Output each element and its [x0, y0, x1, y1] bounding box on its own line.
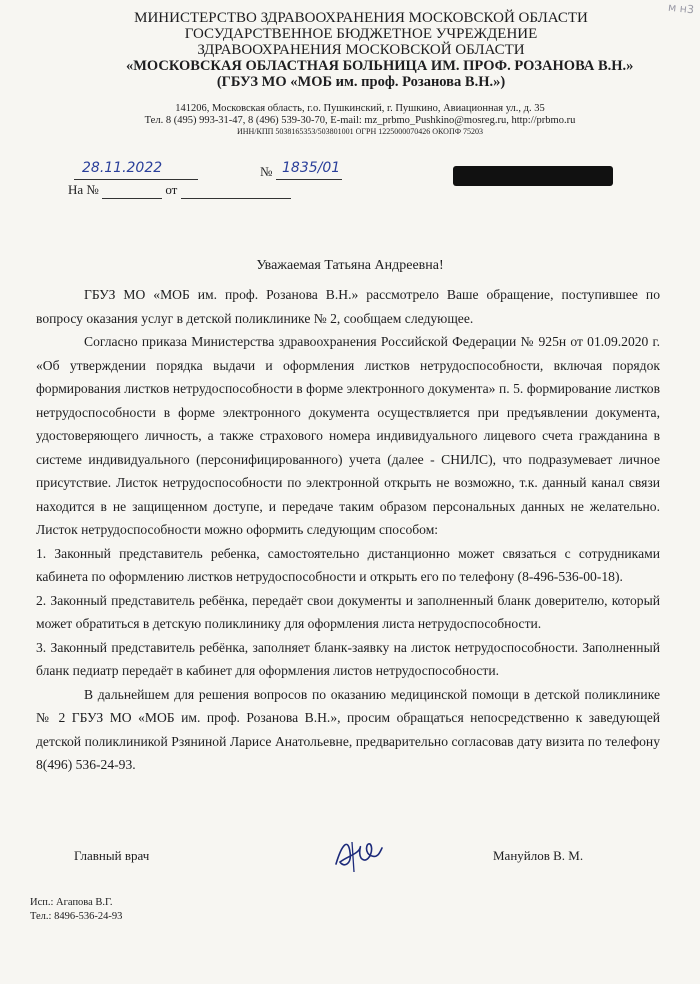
number-underline — [276, 179, 342, 180]
letter-body — [36, 283, 660, 777]
greeting: Уважаемая Татьяна Андреевна! — [256, 258, 444, 273]
letterhead-line: МИНИСТЕРСТВО ЗДРАВООХРАНЕНИЯ МОСКОВСКОЙ ОБЛАСТИ — [134, 10, 588, 26]
reference-row — [68, 182, 291, 199]
list-item: 1. Законный представитель ребенка, самостоятельно дистанционно может связаться с сотрудниками кабинета по оформлению листков нетрудоспособности и открыть его по телефону (8-496-536-00-18). — [36, 545, 660, 584]
list-item: 2. Законный представитель ребёнка, передаёт свои документы и заполненный бланк доверителю, который может обратиться в детскую поликлинику для оформления листа нетрудоспособности. — [36, 592, 660, 631]
executor-name: Исп.: Агапова В.Г. — [30, 897, 113, 908]
letterhead-line: ГОСУДАРСТВЕННОЕ БЮДЖЕТНОЕ УЧРЕЖДЕНИЕ — [184, 26, 538, 42]
signatory-name: Мануйлов В. М. — [493, 848, 584, 863]
paragraph: Согласно приказа Министерства здравоохранения Российской Федерации № 925н от 01.09.2020 г. «Об утверждении порядка выдачи и оформления листков нетрудоспособности, включая порядок формирования листков нетрудоспособности в форме электронного документа» п. 5. формирование листков нетрудоспособности в форме электронного документа осуществляется при предъявлении документа, удостоверяющего личность, а также страхового номера индивидуального лицевого счета гражданина в системе индивидуального (персонифицированного) учета (далее - СНИЛС), что подразумевает личное присутствие. Листок нетрудоспособности по электронной открыть не возможно, т.к. данный канал связи находится в не защищенном доступе, и передаче таким образом персональных данных не желательно. Листок нетрудоспособности можно оформить следующим способом: — [36, 334, 660, 537]
ref-date-blank — [181, 182, 291, 199]
signatory-title: Главный врач — [74, 848, 150, 863]
letterhead-line: ЗДРАВООХРАНЕНИЯ МОСКОВСКОЙ ОБЛАСТИ — [197, 42, 525, 58]
paragraph: В дальнейшем для решения вопросов по оказанию медицинской помощи в детской поликлинике № 2 ГБУЗ МО «МОБ им. проф. Розанова В.Н.», просим обращаться непосредственно к заведующей детской поликлиникой Рзяниной Ларисе Анатольевне, предварительно согласовав дату визита по телефону 8(496) 536-24-93. — [36, 686, 660, 772]
letterhead-org-name: «МОСКОВСКАЯ ОБЛАСТНАЯ БОЛЬНИЦА ИМ. ПРОФ. РОЗАНОВА В.Н.» — [126, 58, 634, 74]
corner-handwritten-mark: м н3 — [667, 0, 695, 17]
requisites-line: ИНН/КПП 5038165353/503801001 ОГРН 1225000070426 ОКОПФ 75203 — [236, 127, 484, 136]
redacted-recipient — [453, 166, 613, 186]
letterhead-org-short: (ГБУЗ МО «МОБ им. проф. Розанова В.Н.») — [216, 74, 506, 90]
address-block — [110, 103, 610, 137]
contacts-line: Тел. 8 (495) 993-31-47, 8 (496) 539-30-70, E-mail: mz_prbmo_Pushkino@mosreg.ru, http://prbmo.ru — [144, 115, 576, 126]
letterhead — [126, 10, 634, 90]
footer-executor — [30, 896, 122, 924]
ref-number-label: На № — [68, 182, 99, 197]
paragraph: ГБУЗ МО «МОБ им. проф. Розанова В.Н.» рассмотрело Ваше обращение, поступившее по вопросу оказания услуг в детской поликлинике № 2, сообщаем следующее. — [36, 287, 660, 326]
list-item: 3. Законный представитель ребёнка, заполняет бланк-заявку на листок нетрудоспособности. Заполненный бланк педиатр передаёт в кабинет для оформления листов нетрудоспособности. — [36, 639, 660, 678]
executor-phone: Тел.: 8496-536-24-93 — [30, 911, 123, 922]
registration-block — [54, 158, 344, 208]
date-underline — [74, 179, 198, 180]
handwritten-signature — [330, 834, 386, 876]
handwritten-date: 28.11.2022 — [82, 160, 163, 176]
ref-number-blank — [102, 182, 162, 199]
address-line: 141206, Московская область, г.о. Пушкинский, г. Пушкино, Авиационная ул., д. 35 — [175, 103, 545, 114]
handwritten-number: 1835/01 — [282, 160, 341, 176]
ref-date-label: от — [165, 182, 178, 197]
number-sign: № — [260, 164, 273, 179]
